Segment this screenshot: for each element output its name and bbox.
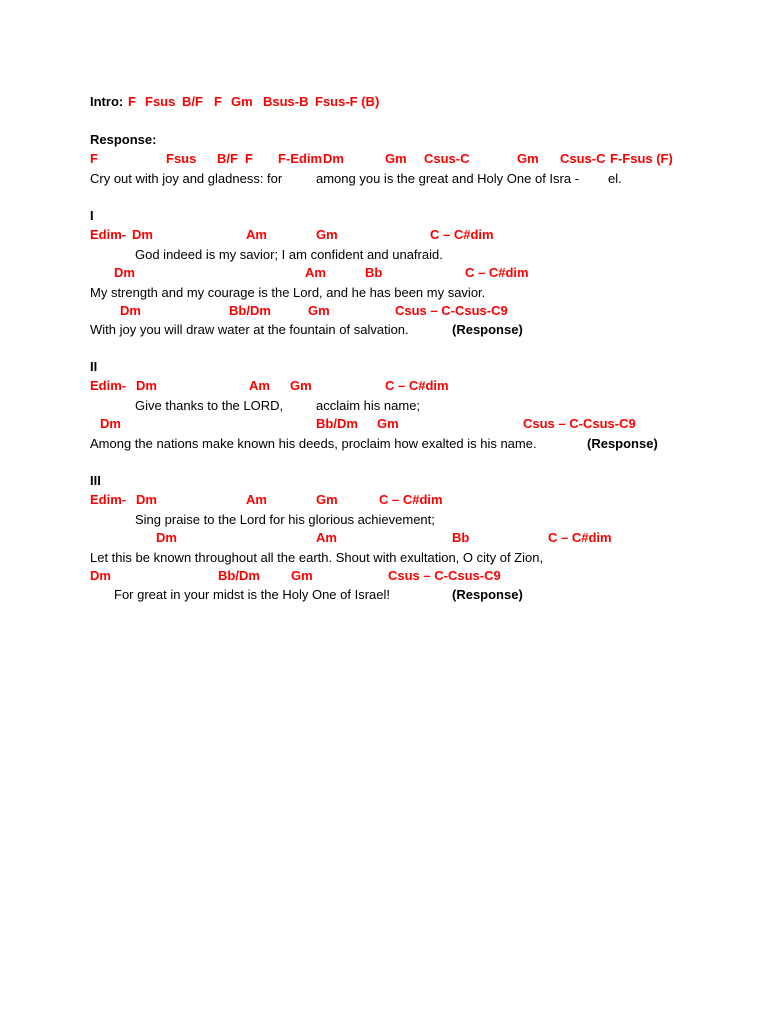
chord: Fsus bbox=[166, 151, 197, 166]
intro-label: Intro: bbox=[90, 94, 124, 109]
chord: Am bbox=[246, 227, 267, 242]
chord: Dm bbox=[114, 265, 135, 280]
chord: Csus – C-Csus-C9 bbox=[523, 416, 636, 431]
lyric-line: among you is the great and Holy One of Isra - bbox=[316, 171, 580, 186]
chord: Edim- bbox=[90, 227, 127, 242]
chord: Edim- bbox=[90, 492, 127, 507]
chord: B/F bbox=[182, 94, 203, 109]
chord: Bb bbox=[452, 530, 470, 545]
chord: Dm bbox=[132, 227, 153, 242]
chord: F bbox=[128, 94, 136, 109]
verse-numeral: II bbox=[90, 359, 98, 374]
verse-numeral: I bbox=[90, 208, 94, 223]
lyric-line: Give thanks to the LORD, bbox=[135, 398, 284, 413]
chord: B/F bbox=[217, 151, 238, 166]
chord: Am bbox=[316, 530, 337, 545]
lyric-line: Among the nations make known his deeds, proclaim how exalted is his name. bbox=[90, 436, 537, 451]
chord: C – C#dim bbox=[465, 265, 529, 280]
chord: Gm bbox=[385, 151, 407, 166]
chord: Dm bbox=[100, 416, 121, 431]
chord: F-Fsus (F) bbox=[610, 151, 673, 166]
lyric-line: Sing praise to the Lord for his glorious achievement; bbox=[135, 512, 435, 527]
lyric-line: el. bbox=[608, 171, 622, 186]
chord: Am bbox=[305, 265, 326, 280]
chord: Csus-C bbox=[424, 151, 470, 166]
chord: Am bbox=[249, 378, 270, 393]
chord: F bbox=[245, 151, 253, 166]
response-tag: (Response) bbox=[587, 436, 658, 451]
chord: Gm bbox=[316, 492, 338, 507]
chord: Dm bbox=[90, 568, 111, 583]
chord: C – C#dim bbox=[430, 227, 494, 242]
chord: F bbox=[90, 151, 98, 166]
chord: Fsus-F (B) bbox=[315, 94, 380, 109]
lyric-line: With joy you will draw water at the fountain of salvation. bbox=[90, 322, 409, 337]
chord: C – C#dim bbox=[548, 530, 612, 545]
lyric-line: God indeed is my savior; I am confident and unafraid. bbox=[135, 247, 443, 262]
chord: Gm bbox=[517, 151, 539, 166]
chord: C – C#dim bbox=[385, 378, 449, 393]
response-tag: (Response) bbox=[452, 587, 523, 602]
chord: Gm bbox=[290, 378, 312, 393]
chord: Dm bbox=[136, 492, 157, 507]
chord: Bb/Dm bbox=[218, 568, 260, 583]
chord: Csus – C-Csus-C9 bbox=[395, 303, 508, 318]
chord: Dm bbox=[323, 151, 344, 166]
chord: Dm bbox=[156, 530, 177, 545]
lyric-line: My strength and my courage is the Lord, and he has been my savior. bbox=[90, 285, 486, 300]
chord: Edim- bbox=[90, 378, 127, 393]
chord: Am bbox=[246, 492, 267, 507]
response-tag: (Response) bbox=[452, 322, 523, 337]
chord: Dm bbox=[120, 303, 141, 318]
chord: Gm bbox=[308, 303, 330, 318]
chord: Gm bbox=[377, 416, 399, 431]
chord: Bb/Dm bbox=[229, 303, 271, 318]
chord: Gm bbox=[291, 568, 313, 583]
chord: F bbox=[214, 94, 222, 109]
response-heading: Response: bbox=[90, 132, 157, 147]
chord: Gm bbox=[316, 227, 338, 242]
chord: Bb bbox=[365, 265, 383, 280]
chord: Csus-C bbox=[560, 151, 606, 166]
chord: Fsus bbox=[145, 94, 176, 109]
lyric-line: Cry out with joy and gladness: for bbox=[90, 171, 283, 186]
lyric-line: acclaim his name; bbox=[316, 398, 421, 413]
chord: C – C#dim bbox=[379, 492, 443, 507]
verse-numeral: III bbox=[90, 473, 101, 488]
chord: Csus – C-Csus-C9 bbox=[388, 568, 501, 583]
lyric-line: For great in your midst is the Holy One of Israel! bbox=[114, 587, 390, 602]
chord: Gm bbox=[231, 94, 253, 109]
chord: Bsus-B bbox=[263, 94, 309, 109]
chord: Dm bbox=[136, 378, 157, 393]
lyric-line: Let this be known throughout all the earth. Shout with exultation, O city of Zion, bbox=[90, 550, 544, 565]
chord: F-Edim bbox=[278, 151, 323, 166]
chord: Bb/Dm bbox=[316, 416, 358, 431]
